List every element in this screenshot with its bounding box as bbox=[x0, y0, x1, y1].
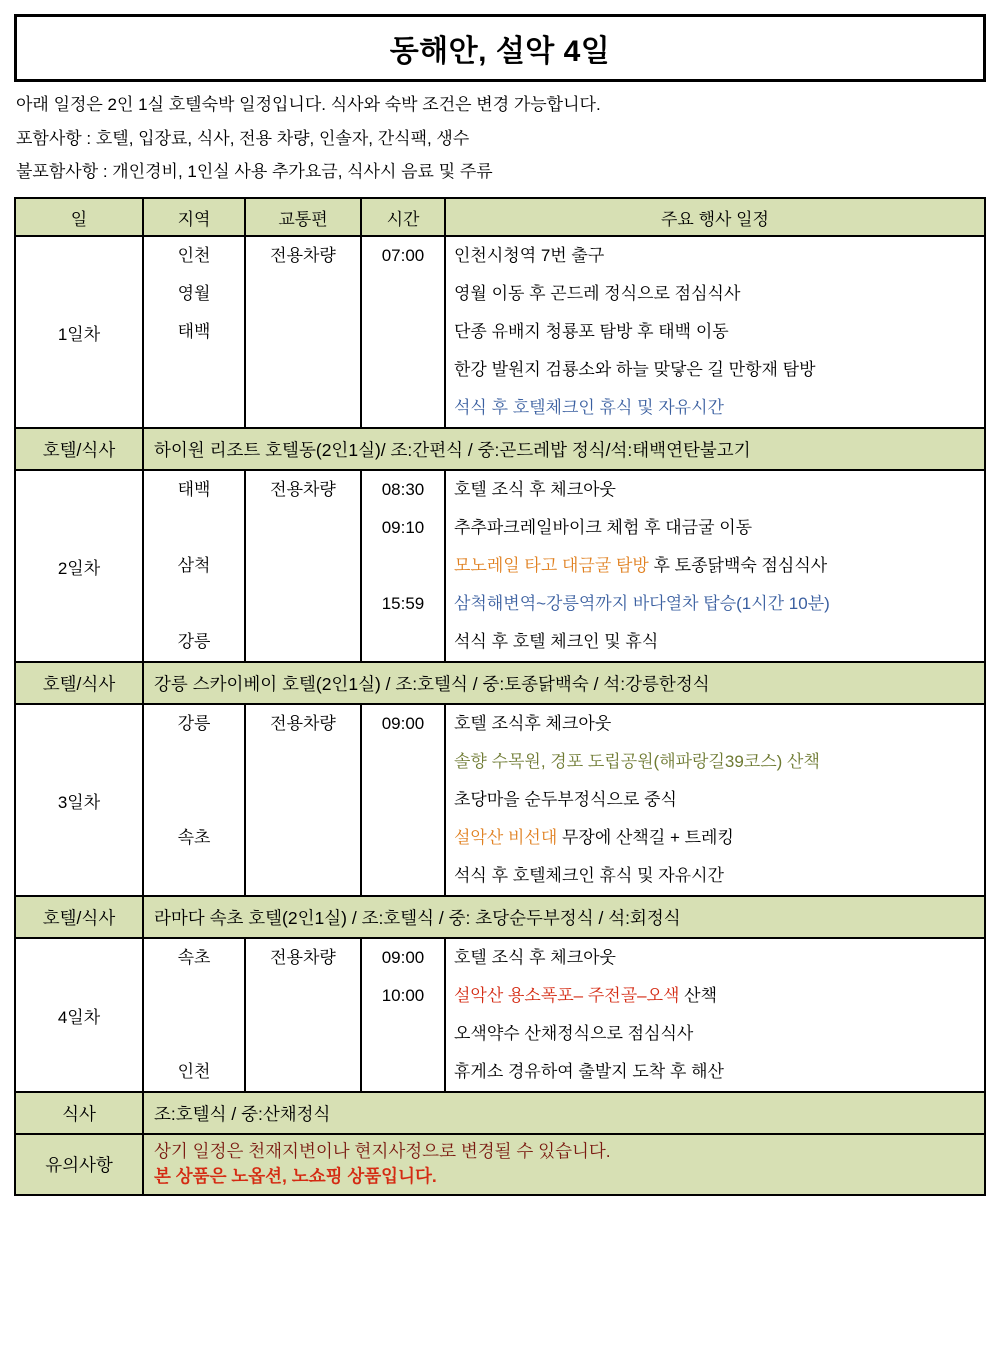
plan-line bbox=[446, 471, 984, 509]
plan-text: 호텔 조식후 체크아웃 bbox=[454, 714, 612, 734]
table-row bbox=[15, 938, 985, 1092]
transport-line bbox=[246, 585, 360, 623]
plan-stack-2 bbox=[446, 471, 984, 661]
area-line bbox=[144, 389, 244, 427]
day-label-2: 2일차 bbox=[15, 470, 143, 662]
header-transport: 교통편 bbox=[245, 198, 361, 236]
plan-line bbox=[446, 351, 984, 389]
plan-cell-3 bbox=[445, 704, 985, 896]
time-stack-4 bbox=[362, 939, 444, 1091]
time-line: 09:10 bbox=[381, 518, 425, 538]
area-line bbox=[144, 781, 244, 819]
plan-text: 초당마을 순두부정식으로 중식 bbox=[454, 790, 677, 810]
plan-line bbox=[446, 585, 984, 623]
plan-text: 인천시청역 7번 출구 bbox=[454, 246, 605, 266]
header-area: 지역 bbox=[143, 198, 245, 236]
hotel-meal-label-2: 호텔/식사 bbox=[15, 662, 143, 704]
transport-cell-4 bbox=[245, 938, 361, 1092]
hotel-meal-label-1: 호텔/식사 bbox=[15, 428, 143, 470]
notice-row bbox=[15, 1134, 985, 1195]
plan-text: 석식 후 호텔체크인 휴식 및 자유시간 bbox=[454, 866, 724, 886]
schedule-table bbox=[14, 197, 986, 1196]
hotel-meal-row-2 bbox=[15, 662, 985, 704]
area-line: 태백 bbox=[177, 480, 211, 500]
area-line: 속초 bbox=[177, 828, 211, 848]
transport-line bbox=[246, 275, 360, 313]
plan-text: 설악산 용소폭포– 주전골–오색 bbox=[454, 986, 680, 1006]
hotel-meal-label-3: 호텔/식사 bbox=[15, 896, 143, 938]
area-cell-3 bbox=[143, 704, 245, 896]
transport-line bbox=[246, 623, 360, 661]
transport-line bbox=[246, 509, 360, 547]
time-line bbox=[362, 1015, 444, 1053]
table-header-row bbox=[15, 198, 985, 236]
time-line: 10:00 bbox=[381, 986, 425, 1006]
plan-cell-2 bbox=[445, 470, 985, 662]
area-line: 강릉 bbox=[177, 632, 211, 652]
time-line bbox=[362, 781, 444, 819]
plan-stack-4 bbox=[446, 939, 984, 1091]
plan-stack-1 bbox=[446, 237, 984, 427]
time-stack-3 bbox=[362, 705, 444, 895]
plan-text: 한강 발원지 검룡소와 하늘 맞닿은 길 만항재 탐방 bbox=[454, 360, 816, 380]
transport-line: 전용차량 bbox=[270, 714, 336, 734]
area-line: 인천 bbox=[177, 1062, 211, 1082]
plan-cell-1 bbox=[445, 236, 985, 428]
plan-text: 석식 후 호텔체크인 휴식 및 자유시간 bbox=[454, 398, 724, 418]
transport-line bbox=[246, 857, 360, 895]
day-label-3: 3일차 bbox=[15, 704, 143, 896]
time-line bbox=[362, 547, 444, 585]
plan-line bbox=[446, 857, 984, 895]
time-line bbox=[362, 623, 444, 661]
notice-line-2: 본 상품은 노옵션, 노쇼핑 상품입니다. bbox=[154, 1166, 437, 1187]
plan-stack-3 bbox=[446, 705, 984, 895]
plan-text: 산책 bbox=[679, 986, 717, 1006]
transport-line bbox=[246, 351, 360, 389]
plan-line bbox=[446, 705, 984, 743]
time-line bbox=[362, 857, 444, 895]
transport-line bbox=[246, 977, 360, 1015]
title-box bbox=[14, 14, 986, 82]
transport-line: 전용차량 bbox=[270, 948, 336, 968]
time-line bbox=[362, 275, 444, 313]
time-line: 08:30 bbox=[381, 480, 425, 500]
transport-stack-2 bbox=[246, 471, 360, 661]
transport-line: 전용차량 bbox=[270, 480, 336, 500]
notes-block bbox=[16, 96, 984, 182]
table-row bbox=[15, 704, 985, 896]
transport-stack-4 bbox=[246, 939, 360, 1091]
transport-line bbox=[246, 313, 360, 351]
area-stack-1 bbox=[144, 237, 244, 427]
transport-line bbox=[246, 819, 360, 857]
hotel-meal-value-2: 강릉 스카이베이 호텔(2인1실) / 조:호텔식 / 중:토종닭백숙 / 석:강릉한정식 bbox=[143, 662, 985, 704]
table-row bbox=[15, 236, 985, 428]
day-label-1: 1일차 bbox=[15, 236, 143, 428]
area-line bbox=[144, 509, 244, 547]
hotel-meal-row-3 bbox=[15, 896, 985, 938]
page-title: 동해안, 설악 4일 bbox=[389, 35, 611, 68]
table-row bbox=[15, 470, 985, 662]
plan-text: 삼척해변역~강릉역까지 바다열차 탑승(1시간 10분) bbox=[454, 594, 830, 614]
transport-cell-1 bbox=[245, 236, 361, 428]
plan-line bbox=[446, 1015, 984, 1053]
plan-text: 오색약수 산채정식으로 점심식사 bbox=[454, 1024, 694, 1044]
header-day: 일 bbox=[15, 198, 143, 236]
time-line: 09:00 bbox=[381, 714, 425, 734]
plan-text: 모노레일 타고 대금굴 탐방 bbox=[454, 556, 649, 576]
area-stack-3 bbox=[144, 705, 244, 895]
plan-line bbox=[446, 623, 984, 661]
plan-text: 후 토종닭백숙 점심식사 bbox=[648, 556, 828, 576]
plan-text: 호텔 조식 후 체크아웃 bbox=[454, 480, 616, 500]
plan-line bbox=[446, 275, 984, 313]
plan-text: 무장에 산책길 + 트레킹 bbox=[557, 828, 734, 848]
time-cell-3 bbox=[361, 704, 445, 896]
plan-text: 설악산 비선대 bbox=[454, 828, 558, 848]
header-plan: 주요 행사 일정 bbox=[445, 198, 985, 236]
area-line bbox=[144, 351, 244, 389]
hotel-meal-row-1 bbox=[15, 428, 985, 470]
area-stack-4 bbox=[144, 939, 244, 1091]
time-line bbox=[362, 1053, 444, 1091]
meal-label: 식사 bbox=[15, 1092, 143, 1134]
area-stack-2 bbox=[144, 471, 244, 661]
time-line: 07:00 bbox=[381, 246, 425, 266]
time-cell-4 bbox=[361, 938, 445, 1092]
plan-line bbox=[446, 237, 984, 275]
time-line: 15:59 bbox=[381, 594, 425, 614]
plan-line bbox=[446, 1053, 984, 1091]
area-line: 삼척 bbox=[177, 556, 211, 576]
time-line bbox=[362, 389, 444, 427]
plan-line bbox=[446, 547, 984, 585]
transport-line: 전용차량 bbox=[270, 246, 336, 266]
notice-line-1: 상기 일정은 천재지변이나 현지사정으로 변경될 수 있습니다. bbox=[154, 1141, 611, 1162]
notice-label: 유의사항 bbox=[15, 1134, 143, 1195]
plan-text: 솔향 수목원, 경포 도립공원(해파랑길39코스) 산책 bbox=[454, 752, 820, 772]
transport-line bbox=[246, 547, 360, 585]
plan-text: 휴게소 경유하여 출발지 도착 후 해산 bbox=[454, 1062, 724, 1082]
transport-cell-2 bbox=[245, 470, 361, 662]
time-line bbox=[362, 313, 444, 351]
area-line: 영월 bbox=[177, 284, 211, 304]
plan-line bbox=[446, 743, 984, 781]
time-line: 09:00 bbox=[381, 948, 425, 968]
transport-cell-3 bbox=[245, 704, 361, 896]
area-line: 인천 bbox=[177, 246, 211, 266]
transport-line bbox=[246, 781, 360, 819]
area-line bbox=[144, 743, 244, 781]
time-cell-2 bbox=[361, 470, 445, 662]
transport-line bbox=[246, 1053, 360, 1091]
transport-line bbox=[246, 1015, 360, 1053]
plan-text: 호텔 조식 후 체크아웃 bbox=[454, 948, 616, 968]
plan-line bbox=[446, 389, 984, 427]
plan-line bbox=[446, 313, 984, 351]
time-stack-1 bbox=[362, 237, 444, 427]
meal-value: 조:호텔식 / 중:산채정식 bbox=[143, 1092, 985, 1134]
transport-stack-3 bbox=[246, 705, 360, 895]
time-line bbox=[362, 743, 444, 781]
time-line bbox=[362, 351, 444, 389]
plan-text: 영월 이동 후 곤드레 정식으로 점심식사 bbox=[454, 284, 741, 304]
plan-text: 석식 후 호텔 체크인 및 휴식 bbox=[454, 632, 659, 652]
header-time: 시간 bbox=[361, 198, 445, 236]
time-cell-1 bbox=[361, 236, 445, 428]
time-stack-2 bbox=[362, 471, 444, 661]
area-line bbox=[144, 585, 244, 623]
hotel-meal-value-3: 라마다 속초 호텔(2인1실) / 조:호텔식 / 중: 초당순두부정식 / 석:회정식 bbox=[143, 896, 985, 938]
day-label-4: 4일차 bbox=[15, 938, 143, 1092]
area-line: 속초 bbox=[177, 948, 211, 968]
area-line: 태백 bbox=[177, 322, 211, 342]
time-line bbox=[362, 819, 444, 857]
plan-line bbox=[446, 939, 984, 977]
area-line bbox=[144, 857, 244, 895]
hotel-meal-value-1: 하이원 리조트 호텔동(2인1실)/ 조:간편식 / 중:곤드레밥 정식/석:태백연탄불고기 bbox=[143, 428, 985, 470]
area-cell-2 bbox=[143, 470, 245, 662]
area-line bbox=[144, 1015, 244, 1053]
plan-line bbox=[446, 977, 984, 1015]
plan-text: 추추파크레일바이크 체험 후 대금굴 이동 bbox=[454, 518, 753, 538]
note-line-3: 불포함사항 : 개인경비, 1인실 사용 추가요금, 식사시 음료 및 주류 bbox=[16, 162, 493, 182]
area-line bbox=[144, 977, 244, 1015]
plan-line bbox=[446, 819, 984, 857]
plan-text: 단종 유배지 청룡포 탐방 후 태백 이동 bbox=[454, 322, 729, 342]
plan-cell-4 bbox=[445, 938, 985, 1092]
plan-line bbox=[446, 509, 984, 547]
area-cell-4 bbox=[143, 938, 245, 1092]
transport-line bbox=[246, 389, 360, 427]
note-line-2: 포함사항 : 호텔, 입장료, 식사, 전용 차량, 인솔자, 간식팩, 생수 bbox=[16, 128, 470, 148]
notice-value bbox=[143, 1134, 985, 1195]
transport-stack-1 bbox=[246, 237, 360, 427]
meal-row bbox=[15, 1092, 985, 1134]
area-line: 강릉 bbox=[177, 714, 211, 734]
transport-line bbox=[246, 743, 360, 781]
area-cell-1 bbox=[143, 236, 245, 428]
plan-line bbox=[446, 781, 984, 819]
note-line-1: 아래 일정은 2인 1실 호텔숙박 일정입니다. 식사와 숙박 조건은 변경 가능합니다. bbox=[16, 95, 601, 114]
